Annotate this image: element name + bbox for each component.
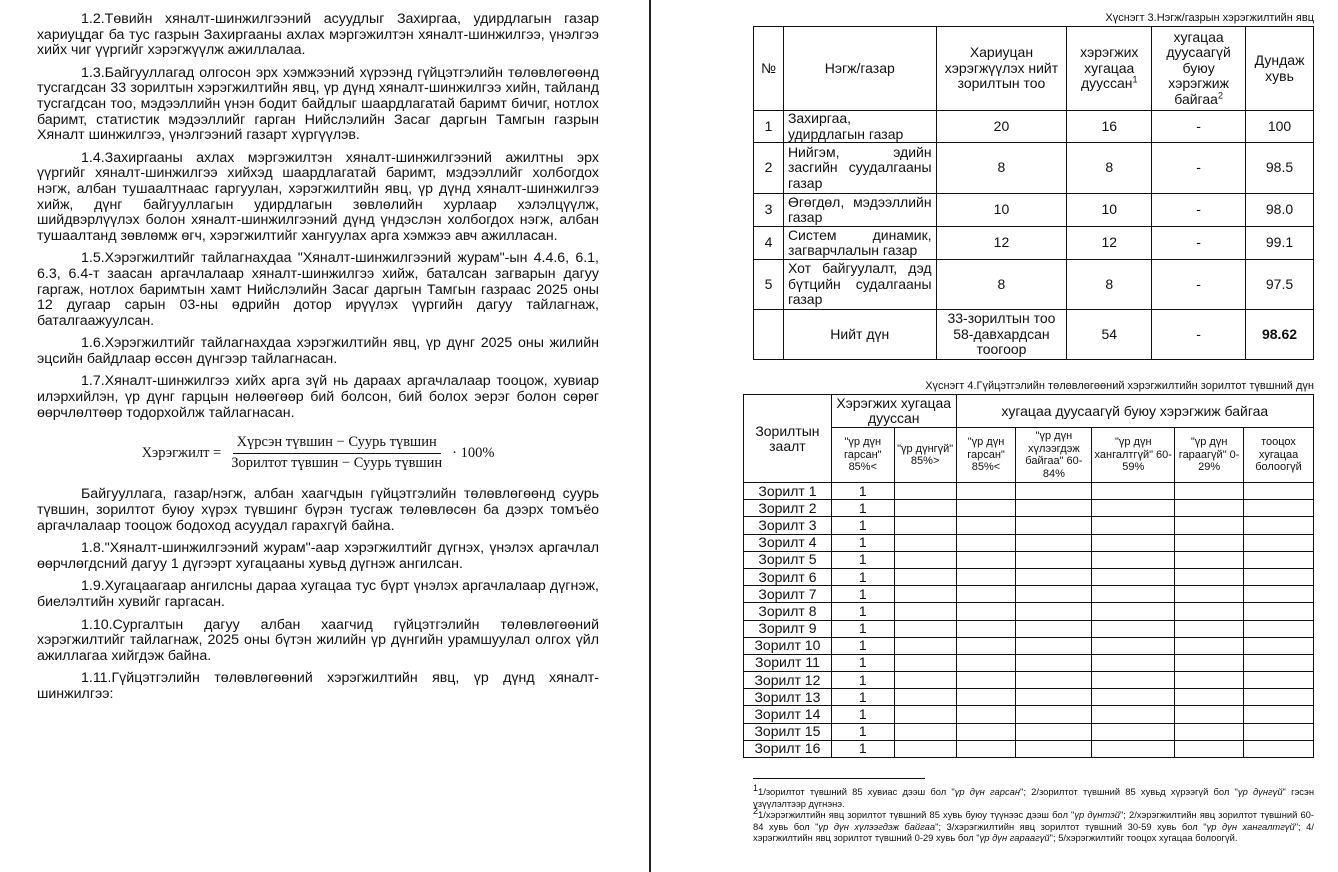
table-row xyxy=(744,723,1314,740)
paragraph-1-8: 1.8."Хяналт-шинжилгээний журам"-аар хэрэгжилтийг дүгнэх, үнэлэх аргачлал өөрчлөгдсний дагуу 1 дүгээрт хугацааны хувьд дүгнэж ангилсан. xyxy=(37,540,599,572)
empty-cell xyxy=(1016,500,1092,517)
empty-cell xyxy=(956,568,1016,585)
goal-value: 1 xyxy=(831,637,894,654)
empty-cell xyxy=(1244,654,1314,671)
empty-cell xyxy=(1244,483,1314,500)
goal-label: Зорилт 8 xyxy=(744,603,832,620)
empty-cell xyxy=(1016,723,1092,740)
total-goals-cell: 33-зорилтын тоо 58-давхардсан тоогоор xyxy=(936,310,1067,360)
empty-cell xyxy=(956,620,1016,637)
paragraph-1-7: 1.7.Хяналт-шинжилгээ хийх арга зүй нь дараах аргачлалаар тооцож, хувиар илэрхийлэн, үр дүнг гарцын нөлөөгөөр бий болсон, бий болох эерэг болон сөрөг өөрчлөлтөөр тодорхойлж тайлагнасан. xyxy=(37,373,599,421)
empty-cell xyxy=(1244,706,1314,723)
table-row xyxy=(744,551,1314,568)
empty-cell xyxy=(1244,723,1314,740)
empty-cell xyxy=(1016,740,1092,757)
empty-cell xyxy=(1175,586,1244,603)
empty-cell xyxy=(1175,723,1244,740)
empty-cell xyxy=(1092,603,1175,620)
table-row: 3 Өгөгдөл, мэдээллийн газар 10 10 - 98.0 xyxy=(754,194,1314,227)
goal-value: 1 xyxy=(831,517,894,534)
empty-cell xyxy=(1092,706,1175,723)
empty-cell xyxy=(956,603,1016,620)
footnote-1: $^1$1/зорилтот түвшний 85 хувиас дээш бол "үр дүн гарсан"; 2/зорилтот түвшний 85 хувьд хүрээгүй бол "үр дүнгүй" гэсэн үзүүлэлтээр дүгнэнэ. xyxy=(753,782,1315,809)
header-group-ongoing: хугацаа дуусаагүй буюу хэрэгжиж байгаа xyxy=(956,395,1313,428)
empty-cell xyxy=(894,483,956,500)
empty-cell xyxy=(1016,620,1092,637)
empty-cell xyxy=(1244,620,1314,637)
empty-cell xyxy=(1244,500,1314,517)
empty-cell xyxy=(1016,706,1092,723)
empty-cell xyxy=(1092,672,1175,689)
goal-label: Зорилт 10 xyxy=(744,637,832,654)
goal-label: Зорилт 13 xyxy=(744,689,832,706)
empty-cell xyxy=(1175,637,1244,654)
paragraph-1-9: 1.9.Хугацаагаар ангилсны дараа хугацаа тус бүрт үнэлэх аргачлалаар дүгнэж, биелэлтийн хувийг гаргасан. xyxy=(37,578,599,610)
goal-label: Зорилт 12 xyxy=(744,672,832,689)
empty-cell xyxy=(894,500,956,517)
table-row xyxy=(744,689,1314,706)
goal-value: 1 xyxy=(831,603,894,620)
page-divider xyxy=(649,0,651,872)
left-page xyxy=(37,12,599,710)
goal-value: 1 xyxy=(831,689,894,706)
empty-cell xyxy=(1092,534,1175,551)
empty-cell xyxy=(894,723,956,740)
header-average: Дундаж хувь xyxy=(1246,27,1314,111)
empty-cell xyxy=(894,517,956,534)
header-total-goals: Хариуцан хэрэгжүүлэх нийт зорилтын тоо xyxy=(936,27,1067,111)
empty-cell xyxy=(894,672,956,689)
table-total-row: Нийт дүн 33-зорилтын тоо 58-давхардсан тоогоор 54 - 98.62 xyxy=(754,310,1314,360)
paragraph-1-5: 1.5.Хэрэгжилтийг тайлагнахдаа "Хяналт-шинжилгээний журам"-ын 4.4.6, 6.1, 6.3, 6.4-т заасан аргачлалаар хяналт-шинжилгээ хийж, баталсан загварын дагуу гаргаж, нотлох баримтын хамт Нийслэлийн Засаг даргын Тамгын газраас 2025 оны 12 дугаар сарын 03-ны өдрийн дотор ирүүлэх үүргийн дагуу тайлагнаж, баталгаажуулсан. xyxy=(37,250,599,329)
empty-cell xyxy=(956,740,1016,757)
empty-cell xyxy=(1175,483,1244,500)
empty-cell xyxy=(1244,568,1314,585)
empty-cell xyxy=(1175,620,1244,637)
table-row: 1 Захиргаа, удирдлагын газар 20 16 - 100 xyxy=(754,111,1314,143)
empty-cell xyxy=(1016,672,1092,689)
header-unit: Нэгж/газар xyxy=(783,27,936,111)
goal-value: 1 xyxy=(831,551,894,568)
empty-cell xyxy=(1175,500,1244,517)
empty-cell xyxy=(894,586,956,603)
empty-cell xyxy=(1016,483,1092,500)
empty-cell xyxy=(894,620,956,637)
empty-cell xyxy=(1175,689,1244,706)
empty-cell xyxy=(894,551,956,568)
empty-cell xyxy=(894,740,956,757)
empty-cell xyxy=(1016,586,1092,603)
footnote-2: $^2$1/хэрэгжилтийн явц зорилтот түвшний 85 хувь буюу түүнээс дээш бол "үр дүнтэй"; 2/хэрэгжилтийн явц зорилтот түвшний 60-84 хувь бол "үр дүн хүлээгдэж байгаа"; 3/хэрэгжилтийн явц зорилтот түвшний 30-59 хувь бол "үр дүн хангалтгүй"; 4/хэрэгжилтийн явц зорилтот түвшний 0-29 хувь бол "үр дүн гараагүй"; 5/хэрэгжилтийг тооцох хугацаа болоогүй. xyxy=(753,806,1315,844)
achievement-formula xyxy=(37,435,599,471)
table-row xyxy=(744,672,1314,689)
empty-cell xyxy=(1175,551,1244,568)
goal-label: Зорилт 1 xyxy=(744,483,832,500)
goal-value: 1 xyxy=(831,706,894,723)
goal-label: Зорилт 7 xyxy=(744,586,832,603)
empty-cell xyxy=(1092,568,1175,585)
table-row xyxy=(744,740,1314,757)
empty-cell xyxy=(1016,603,1092,620)
empty-cell xyxy=(1092,586,1175,603)
empty-cell xyxy=(1175,603,1244,620)
empty-cell xyxy=(1092,740,1175,757)
empty-cell xyxy=(1175,706,1244,723)
table-row xyxy=(744,586,1314,603)
empty-cell xyxy=(956,672,1016,689)
paragraph-1-6: 1.6.Хэрэгжилтийг тайлагнахдаа хэрэгжилтийн явц, үр дүнг 2025 оны жилийн эцсийн байдлаар өссөн дүнгээр тайлагнасан. xyxy=(37,335,599,367)
total-label: Нийт дүн xyxy=(783,310,936,360)
empty-cell xyxy=(956,551,1016,568)
empty-cell xyxy=(956,689,1016,706)
empty-cell xyxy=(1016,517,1092,534)
formula-multiplier: · 100% xyxy=(452,444,495,461)
goal-value: 1 xyxy=(831,568,894,585)
empty-cell xyxy=(1092,551,1175,568)
empty-cell xyxy=(956,586,1016,603)
table4-goal-levels: Зорилтын заалт Хэрэгжих хугацаа дууссан хугацаа дуусаагүй буюу хэрэгжиж байгаа "үр дүн гарсан" 85%< "үр дүнгүй" 85%> "үр дүн гарсан" 85%< "үр дүн хүлээгдэж байгаа" 60-84% "үр дүн хангалтгүй" 60-59% "үр дүн гараагүй" 0-29% тооцох хугацаа болоогүй Зорилт 1 1 Зорилт 2 1 Зорилт 3 1 Зорилт 4 1 Зорилт 5 1 Зорилт 6 1 Зорилт 7 1 Зорилт 8 1 Зорилт 9 1 Зорилт 10 1 Зорилт 11 1 Зорилт 12 1 Зорилт 13 1 Зорилт 14 1 Зорилт 15 1 Зорилт 16 1 xyxy=(743,394,1314,758)
empty-cell xyxy=(894,637,956,654)
empty-cell xyxy=(1244,551,1314,568)
empty-cell xyxy=(894,654,956,671)
empty-cell xyxy=(894,568,956,585)
empty-cell xyxy=(956,723,1016,740)
goal-label: Зорилт 16 xyxy=(744,740,832,757)
empty-cell xyxy=(1016,689,1092,706)
empty-cell xyxy=(956,637,1016,654)
empty-cell xyxy=(956,534,1016,551)
empty-cell xyxy=(1175,654,1244,671)
empty-cell xyxy=(1175,672,1244,689)
formula-denominator: Зорилтот түвшин − Суурь түвшин xyxy=(231,454,443,471)
empty-cell xyxy=(956,654,1016,671)
empty-cell xyxy=(1092,723,1175,740)
empty-cell xyxy=(1244,689,1314,706)
table-row xyxy=(744,517,1314,534)
goal-label: Зорилт 2 xyxy=(744,500,832,517)
empty-cell xyxy=(1244,672,1314,689)
empty-cell xyxy=(1175,517,1244,534)
empty-cell xyxy=(1092,500,1175,517)
empty-cell xyxy=(956,483,1016,500)
table-row xyxy=(744,534,1314,551)
empty-cell xyxy=(1092,689,1175,706)
goal-label: Зорилт 15 xyxy=(744,723,832,740)
goal-value: 1 xyxy=(831,672,894,689)
empty-cell xyxy=(894,603,956,620)
empty-cell xyxy=(1244,586,1314,603)
paragraph-1-3: 1.3.Байгууллагад олгосон эрх хэмжээний хүрээнд гүйцэтгэлийн төлөвлөгөөнд тусгагдсан 33 зорилтын хэрэгжилтийн явц, үр дүнд хяналт-шинжилгээ хийн, тайланд тусгагдсан тоо, мэдээллийн үнэн бодит байдлыг шаардлагатай баримт бичиг, нотлох баримт, статистик мэдээллийг гарган Нийслэлийн Засаг даргын Тамгын газрын Хяналт шинжилгээ, үнэлгээний газарт хүргүүлэв. xyxy=(37,64,599,144)
table-row xyxy=(744,603,1314,620)
empty-cell xyxy=(894,706,956,723)
header-no: № xyxy=(754,27,784,111)
table-row xyxy=(744,500,1314,517)
empty-cell xyxy=(1175,568,1244,585)
paragraph-1-4: 1.4.Захиргааны ахлах мэргэжилтэн хяналт-шинжилгээний ажилтны эрх үүргийг хяналт-шинжилгээ хийхэд шаардлагатай баримт, мэдээллийг холбогдох нэгж, албан тушаалтнаас гаргуулан, хэрэгжилтийн явц, үр дүнд хяналт-шинжилгээ хийж, дүнг байгууллагын удирдлагын зөвлөлийн хурлаар хэлэлцүүлж, шийдвэрлүүлэх болон хяналт-шинжилгээний дүнд үндэслэн холбогдох нэгж, албан тушаалтанд зөвлөмж өгч, хэрэгжилтийг хангуулах арга хэмжээ авч ажилласан. xyxy=(37,149,599,244)
empty-cell xyxy=(1016,568,1092,585)
table-row: 5 Хот байгуулалт, дэд бүтцийн судалгааны газар 8 8 - 97.5 xyxy=(754,260,1314,310)
goal-value: 1 xyxy=(831,654,894,671)
goal-value: 1 xyxy=(831,500,894,517)
table3-unit-progress xyxy=(753,26,1314,360)
empty-cell xyxy=(1244,534,1314,551)
goal-value: 1 xyxy=(831,586,894,603)
table-row xyxy=(744,620,1314,637)
empty-cell xyxy=(956,706,1016,723)
empty-cell xyxy=(1016,654,1092,671)
goal-label: Зорилт 9 xyxy=(744,620,832,637)
table-row: 2 Нийгэм, эдийн засгийн суудалгааны газар 8 8 - 98.5 xyxy=(754,143,1314,194)
total-average: 98.62 xyxy=(1246,310,1314,360)
goal-value: 1 xyxy=(831,483,894,500)
empty-cell xyxy=(1092,483,1175,500)
empty-cell xyxy=(1092,517,1175,534)
empty-cell xyxy=(1016,637,1092,654)
header-group-due: Хэрэгжих хугацаа дууссан xyxy=(831,395,956,428)
empty-cell xyxy=(956,500,1016,517)
header-due: хэрэгжих хугацаа дууссан$^1$ xyxy=(1067,27,1152,111)
table-row xyxy=(744,654,1314,671)
empty-cell xyxy=(1244,517,1314,534)
footnote-separator xyxy=(753,778,925,779)
goal-value: 1 xyxy=(831,723,894,740)
goal-label: Зорилт 6 xyxy=(744,568,832,585)
empty-cell xyxy=(894,534,956,551)
table3-caption: Хүснэгт 3.Нэгж/газрын хэрэгжилтийн явц xyxy=(1105,12,1314,24)
paragraph-1-10: 1.10.Сургалтын дагуу албан хаагчид гүйцэтгэлийн төлөвлөгөөний хэрэгжилтийг тайлагнаж, 2025 оны бүтэн жилийн үр дүнгийн урамшуулал олгох үйл ажиллагаа хийгдэж байна. xyxy=(37,616,599,664)
paragraph-formula-note: Байгууллага, газар/нэгж, албан хаагчдын гүйцэтгэлийн төлөвлөгөөнд суурь түвшин, зорилтот буюу хүрэх түвшинг бүрэн тусгаж төлөвлөсөн ба дээрх томъёо аргачлалаар тооцож бодоход асуудал гарахгүй байна. xyxy=(37,486,599,534)
empty-cell xyxy=(1244,740,1314,757)
goal-value: 1 xyxy=(831,740,894,757)
footnotes xyxy=(753,782,1315,844)
goal-label: Зорилт 3 xyxy=(744,517,832,534)
goal-value: 1 xyxy=(831,620,894,637)
empty-cell xyxy=(1175,740,1244,757)
formula-fraction xyxy=(227,435,446,471)
empty-cell xyxy=(1092,620,1175,637)
goal-value: 1 xyxy=(831,534,894,551)
paragraph-1-2: 1.2.Төвийн хяналт-шинжилгээний асуудлыг Захиргаа, удирдлагын газар хариуцдаг ба тус газрын Захиргааны ахлах мэргэжилтэн хяналт-шинжилгээ, үнэлгээ хийх чиг үүргийг хэрэгжүүлж ажиллалаа. xyxy=(37,11,599,59)
table-row: 4 Систем динамик, загварчлалын газар 12 12 - 99.1 xyxy=(754,227,1314,260)
formula-numerator: Хүрсэн түвшин − Суурь түвшин xyxy=(233,435,441,454)
empty-cell xyxy=(1175,534,1244,551)
empty-cell xyxy=(956,517,1016,534)
table4-caption: Хүснэгт 4.Гүйцэтгэлийн төлөвлөгөөний хэрэгжилтийн зорилтот түвшний дүн xyxy=(925,380,1314,392)
goal-label: Зорилт 14 xyxy=(744,706,832,723)
empty-cell xyxy=(1092,637,1175,654)
empty-cell xyxy=(894,689,956,706)
goal-label: Зорилт 11 xyxy=(744,654,832,671)
paragraph-1-11: 1.11.Гүйцэтгэлийн төлөвлөгөөний хэрэгжилтийн явц, үр дүнд хяналт-шинжилгээ: xyxy=(37,670,599,702)
empty-cell xyxy=(1092,654,1175,671)
table-row xyxy=(744,706,1314,723)
empty-cell xyxy=(1244,637,1314,654)
goal-label: Зорилт 5 xyxy=(744,551,832,568)
table-row xyxy=(744,637,1314,654)
empty-cell xyxy=(1016,534,1092,551)
header-ongoing: хугацаа дуусаагүй буюу хэрэгжиж байгаа$^2$ xyxy=(1152,27,1246,111)
table-row xyxy=(744,483,1314,500)
empty-cell xyxy=(1016,551,1092,568)
goal-label: Зорилт 4 xyxy=(744,534,832,551)
header-goal: Зорилтын заалт xyxy=(744,395,832,483)
table-row xyxy=(744,568,1314,585)
empty-cell xyxy=(1244,603,1314,620)
formula-lhs: Хэрэгжилт = xyxy=(141,444,222,461)
